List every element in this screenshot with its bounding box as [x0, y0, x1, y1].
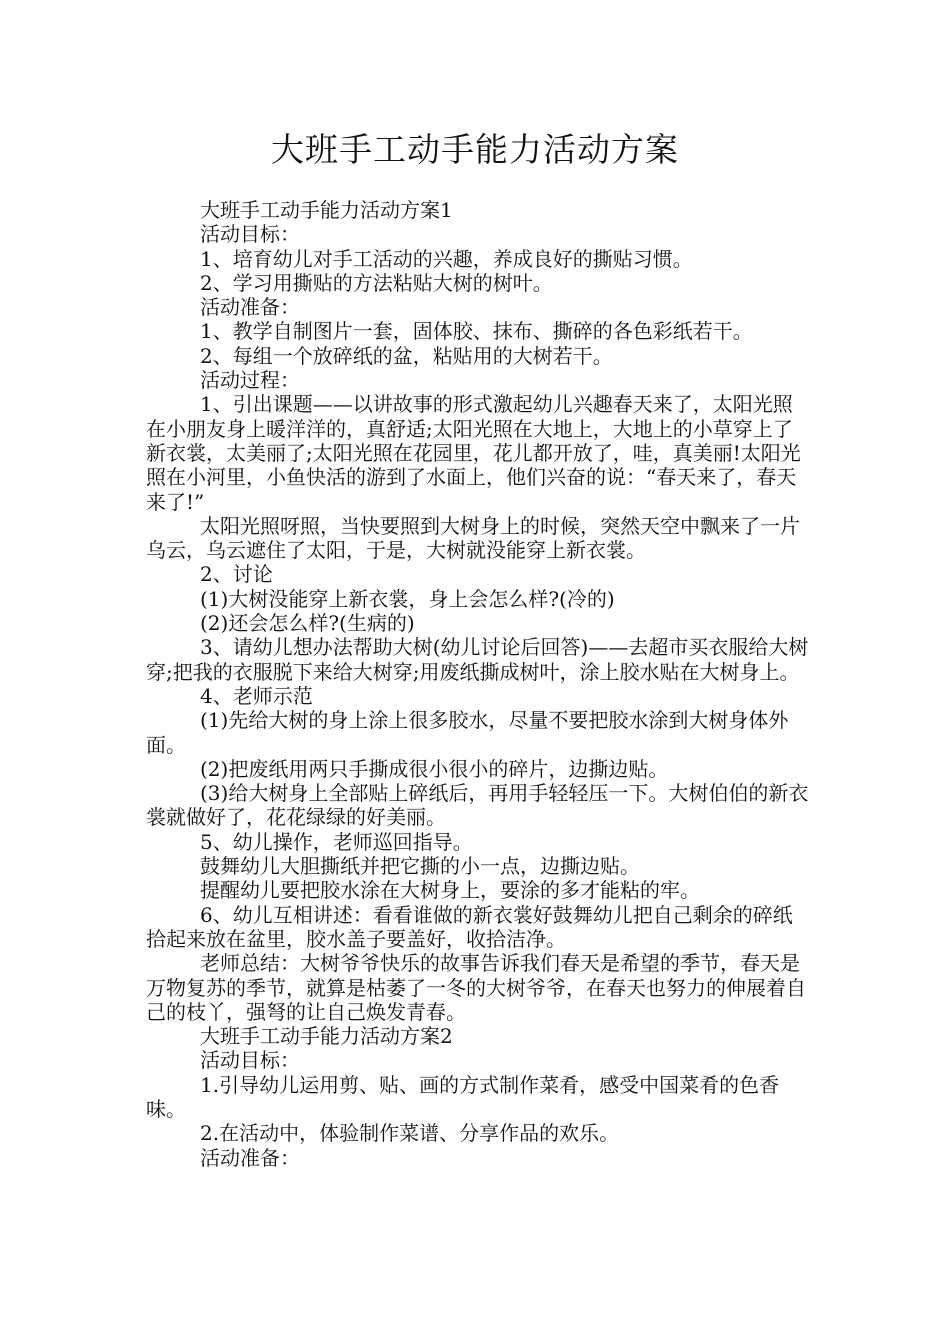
paragraph: 2、学习用撕贴的方法粘贴大树的树叶。 [200, 270, 553, 295]
paragraph: (1)先给大树的身上涂上很多胶水，尽量不要把胶水涂到大树身体外面。 [146, 708, 789, 757]
paragraph: 1、培育幼儿对手工活动的兴趣，养成良好的撕贴习惯。 [200, 246, 693, 271]
paragraph: 活动目标： [200, 1048, 300, 1073]
paragraph: (2)把废纸用两只手撕成很小很小的碎片，边撕边贴。 [200, 756, 669, 781]
paragraph: 1、教学自制图片一套，固体胶、抹布、撕碎的各色彩纸若干。 [200, 319, 753, 344]
paragraph: (1)大树没能穿上新衣裳，身上会怎么样?(冷的) [200, 586, 615, 611]
paragraph: 老师总结：大树爷爷快乐的故事告诉我们春天是希望的季节，春天是万物复苏的季节，就算是枯萎了一冬的大树爷爷，在春天也努力的伸展着自己的枝丫，强弩的让自己焕发青春。 [146, 951, 806, 1024]
paragraph: 2、每组一个放碎纸的盆，粘贴用的大树若干。 [200, 343, 613, 368]
paragraph: 4、老师示范 [200, 683, 313, 708]
paragraph: 1.引导幼儿运用剪、贴、画的方式制作菜肴，感受中国菜肴的色香味。 [146, 1072, 780, 1121]
paragraph: 1、引出课题——以讲故事的形式激起幼儿兴趣春天来了，太阳光照在小朋友身上暖洋洋的，真舒适;太阳光照在大地上，大地上的小草穿上了新衣裳，太美丽了;太阳光照在花园里，花儿都开放了，哇，真美丽!太阳光照在小河里，小鱼快活的游到了水面上，他们兴奋的说：“春天来了，春天来了!” [146, 392, 801, 514]
document-title: 大班手工动手能力活动方案 [271, 130, 679, 169]
paragraph: 2、讨论 [200, 562, 273, 587]
paragraph: 3、请幼儿想办法帮助大树(幼儿讨论后回答)——去超市买衣服给大树穿;把我的衣服脱下来给大树穿;用废纸撕成树叶，涂上胶水贴在大树身上。 [146, 635, 809, 684]
paragraph: (3)给大树身上全部贴上碎纸后，再用手轻轻压一下。大树伯伯的新衣裳就做好了，花花绿绿的好美丽。 [146, 781, 809, 830]
paragraph: 活动过程： [200, 368, 300, 393]
paragraph: 大班手工动手能力活动方案1 [200, 198, 453, 222]
paragraph: 活动目标： [200, 222, 300, 247]
paragraph: 5、幼儿操作，老师巡回指导。 [200, 829, 473, 854]
document-body [146, 198, 810, 1170]
paragraph: 大班手工动手能力活动方案2 [200, 1024, 453, 1049]
paragraph: 太阳光照呀照，当快要照到大树身上的时候，突然天空中飘来了一片乌云，乌云遮住了太阳，于是，大树就没能穿上新衣裳。 [146, 513, 800, 563]
paragraph: 6、幼儿互相讲述：看看谁做的新衣裳好鼓舞幼儿把自己剩余的碎纸拾起来放在盆里，胶水盖子要盖好，收拾洁净。 [146, 902, 793, 951]
paragraph: 提醒幼儿要把胶水涂在大树身上，要涂的多才能粘的牢。 [200, 878, 700, 903]
paragraph: 2.在活动中，体验制作菜谱、分享作品的欢乐。 [200, 1121, 620, 1146]
paragraph: (2)还会怎么样?(生病的) [200, 611, 415, 636]
paragraph: 活动准备： [200, 1145, 300, 1170]
paragraph: 鼓舞幼儿大胆撕纸并把它撕的小一点，边撕边贴。 [200, 854, 640, 879]
paragraph: 活动准备： [200, 295, 300, 320]
